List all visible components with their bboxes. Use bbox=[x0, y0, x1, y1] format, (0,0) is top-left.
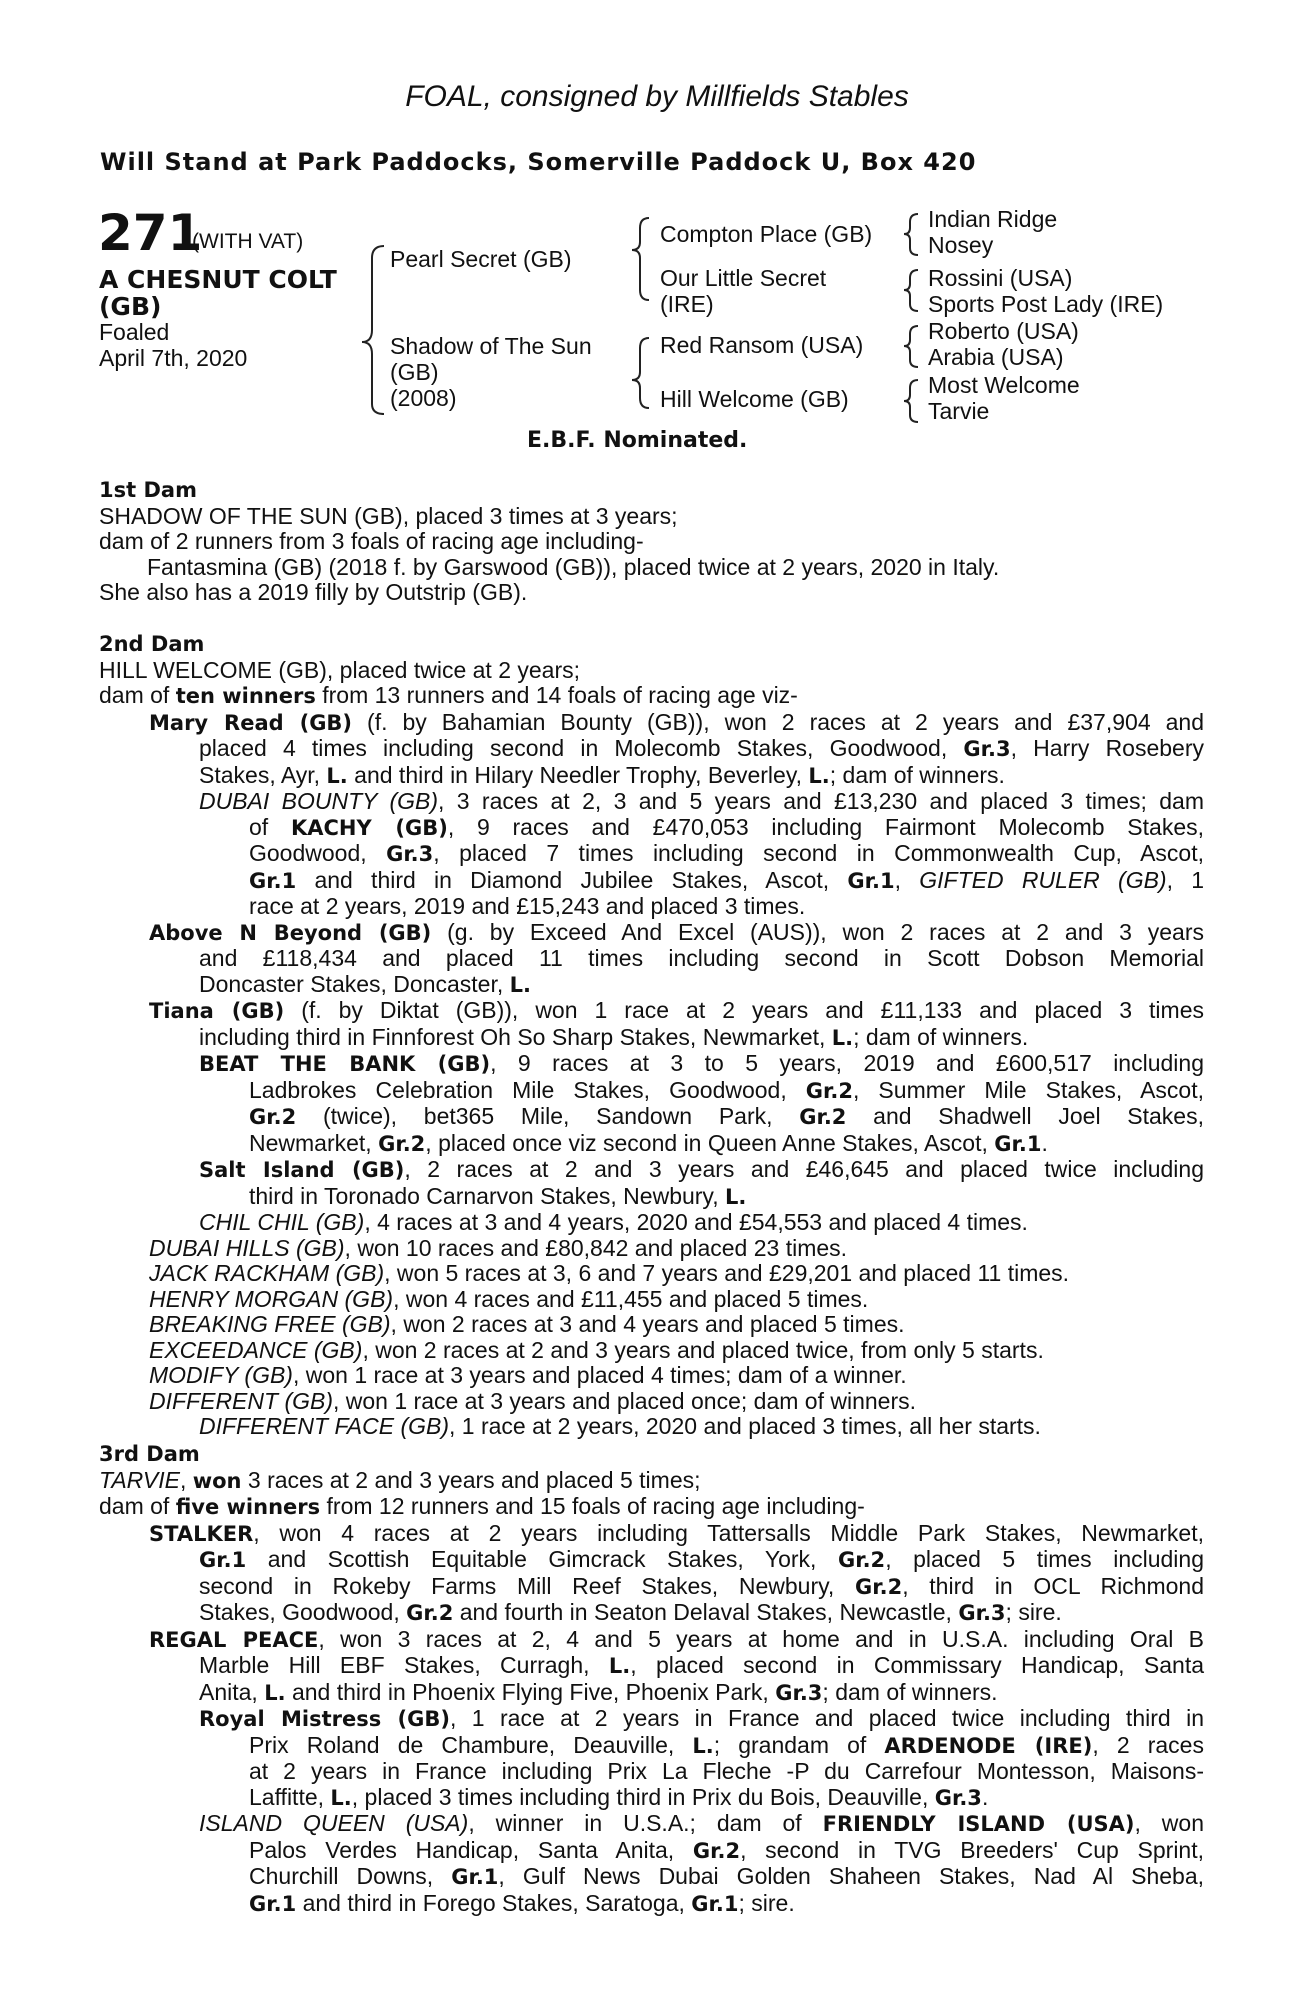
progeny-entry: Tiana (GB) (f. by Diktat (GB)), won 1 race at 2 years and £11,133 and placed 3 times bbox=[149, 997, 1204, 1023]
progeny-entry: Stakes, Goodwood, Gr.2 and fourth in Seaton Delaval Stakes, Newcastle, Gr.3; sire. bbox=[199, 1599, 1062, 1625]
grand-ancestor-8: Tarvie bbox=[928, 398, 990, 424]
foaled-date: April 7th, 2020 bbox=[99, 345, 248, 371]
dam-dam: Hill Welcome (GB) bbox=[660, 386, 849, 412]
progeny-entry: Gr.1 and third in Forego Stakes, Saratoga, Gr.1; sire. bbox=[249, 1889, 795, 1916]
lot-description: A CHESNUT COLT bbox=[99, 265, 337, 294]
foaled-label: Foaled bbox=[99, 319, 170, 345]
progeny-entry: REGAL PEACE, won 3 races at 2, 4 and 5 years at home and in U.S.A. including Oral B bbox=[149, 1625, 1204, 1652]
grand-ancestor-6: Arabia (USA) bbox=[928, 344, 1064, 370]
second-dam-line: dam of ten winners from 13 runners and 14 foals of racing age viz- bbox=[99, 682, 798, 708]
ebf-nominated: E.B.F. Nominated. bbox=[527, 428, 748, 453]
progeny-entry: BEAT THE BANK (GB), 9 races at 3 to 5 years, 2019 and £600,517 including bbox=[199, 1050, 1204, 1076]
progeny-entry: Prix Roland de Chambure, Deauville, L.; grandam of ARDENODE (IRE), 2 races bbox=[249, 1731, 1204, 1758]
progeny-entry: Anita, L. and third in Phoenix Flying Five, Phoenix Park, Gr.3; dam of winners. bbox=[199, 1678, 998, 1705]
sire: Pearl Secret (GB) bbox=[390, 246, 572, 272]
progeny-entry: of KACHY (GB), 9 races and £470,053 including Fairmont Molecomb Stakes, bbox=[249, 813, 1205, 840]
progeny-entry: Newmarket, Gr.2, placed once viz second in Queen Anne Stakes, Ascot, Gr.1. bbox=[249, 1129, 1048, 1156]
progeny-entry: and £118,434 and placed 11 times including second in Scott Dobson Memorial bbox=[199, 945, 1204, 971]
progeny-entry: CHIL CHIL (GB), 4 races at 3 and 4 years, 2020 and £54,553 and placed 4 times. bbox=[199, 1209, 1028, 1235]
third-dam-line: TARVIE, won 3 races at 2 and 3 years and placed 5 times; bbox=[99, 1466, 701, 1493]
progeny-entry: third in Toronado Carnarvon Stakes, Newbury, L. bbox=[249, 1182, 747, 1209]
pedigree-braces bbox=[0, 0, 1314, 460]
progeny-entry: placed 4 times including second in Molecomb Stakes, Goodwood, Gr.3, Harry Rosebery bbox=[199, 735, 1205, 761]
progeny-entry: DIFFERENT (GB), won 1 race at 3 years and placed once; dam of winners. bbox=[149, 1387, 916, 1414]
grand-ancestor-5: Roberto (USA) bbox=[928, 318, 1079, 344]
progeny-entry: DUBAI HILLS (GB), won 10 races and £80,842 and placed 23 times. bbox=[149, 1234, 848, 1261]
page-title: FOAL, consigned by Millfields Stables bbox=[405, 80, 909, 113]
first-dam-heading: 1st Dam bbox=[99, 478, 197, 502]
progeny-entry: Salt Island (GB), 2 races at 2 and 3 years and £46,645 and placed twice including bbox=[199, 1156, 1205, 1182]
stand-location: Will Stand at Park Paddocks, Somerville Paddock U, Box 420 bbox=[100, 148, 977, 176]
grand-ancestor-7: Most Welcome bbox=[928, 372, 1080, 398]
dam: Shadow of The Sun bbox=[390, 333, 592, 359]
third-dam-section bbox=[99, 1442, 1204, 1917]
progeny-entry: Laffitte, L., placed 3 times including third in Prix du Bois, Deauville, Gr.3. bbox=[249, 1783, 989, 1810]
second-dam-heading: 2nd Dam bbox=[99, 632, 205, 656]
sire-dam-origin: (IRE) bbox=[660, 291, 714, 317]
progeny-entry: EXCEEDANCE (GB), won 2 races at 2 and 3 years and placed twice, from only 5 starts. bbox=[149, 1336, 1044, 1363]
progeny-entry: Gr.1 and third in Diamond Jubilee Stakes, Ascot, Gr.1, GIFTED RULER (GB), 1 bbox=[249, 866, 1205, 893]
third-dam-line: dam of five winners from 12 runners and 15 foals of racing age including- bbox=[99, 1493, 865, 1519]
progeny-entry: DIFFERENT FACE (GB), 1 race at 2 years, 2020 and placed 3 times, all her starts. bbox=[199, 1413, 1041, 1439]
dam-origin: (GB) bbox=[390, 359, 439, 385]
progeny-entry: MODIFY (GB), won 1 race at 3 years and placed 4 times; dam of a winner. bbox=[149, 1362, 907, 1388]
third-dam-heading: 3rd Dam bbox=[99, 1442, 200, 1466]
progeny-entry: Stakes, Ayr, L. and third in Hilary Needler Trophy, Beverley, L.; dam of winners. bbox=[199, 761, 1005, 788]
sire-sire: Compton Place (GB) bbox=[660, 221, 873, 247]
progeny-entry: Palos Verdes Handicap, Santa Anita, Gr.2, second in TVG Breeders' Cup Sprint, bbox=[249, 1836, 1204, 1863]
progeny-entry: JACK RACKHAM (GB), won 5 races at 3, 6 and 7 years and £29,201 and placed 11 times. bbox=[149, 1260, 1070, 1286]
progeny-entry: race at 2 years, 2019 and £15,243 and placed 3 times. bbox=[249, 893, 806, 919]
progeny-entry: second in Rokeby Farms Mill Reef Stakes, Newbury, Gr.2, third in OCL Richmond bbox=[199, 1572, 1205, 1599]
lot-number: 271 bbox=[98, 204, 203, 262]
grand-ancestor-4: Sports Post Lady (IRE) bbox=[928, 291, 1164, 317]
progeny-entry: ISLAND QUEEN (USA), winner in U.S.A.; dam of FRIENDLY ISLAND (USA), won bbox=[199, 1810, 1204, 1836]
lot-description-origin: (GB) bbox=[99, 292, 162, 321]
progeny-entry: Mary Read (GB) (f. by Bahamian Bounty (GB)), won 2 races at 2 years and £37,904 and bbox=[149, 708, 1204, 735]
grand-ancestor-1: Indian Ridge bbox=[928, 206, 1058, 232]
grand-ancestor-2: Nosey bbox=[928, 232, 994, 258]
progeny-entry: Royal Mistress (GB), 1 race at 2 years in France and placed twice including third in bbox=[199, 1705, 1204, 1731]
first-dam-section bbox=[99, 478, 1204, 606]
second-dam-section bbox=[99, 632, 1204, 1440]
progeny-entry: HENRY MORGAN (GB), won 4 races and £11,455 and placed 5 times. bbox=[149, 1285, 869, 1312]
second-dam-line: HILL WELCOME (GB), placed twice at 2 years; bbox=[99, 656, 581, 683]
progeny-entry: STALKER, won 4 races at 2 years including Tattersalls Middle Park Stakes, Newmarket, bbox=[149, 1519, 1204, 1546]
vat-note: (WITH VAT) bbox=[192, 230, 304, 253]
progeny-entry: Marble Hill EBF Stakes, Curragh, L., placed second in Commissary Handicap, Santa bbox=[199, 1652, 1204, 1678]
progeny-entry: at 2 years in France including Prix La Fleche -P du Carrefour Montesson, Maisons- bbox=[249, 1758, 1204, 1784]
first-dam-line: She also has a 2019 filly by Outstrip (GB). bbox=[99, 579, 528, 605]
dam-year: (2008) bbox=[390, 385, 457, 411]
progeny-entry: including third in Finnforest Oh So Sharp Stakes, Newmarket, L.; dam of winners. bbox=[199, 1023, 1029, 1050]
progeny-entry: Churchill Downs, Gr.1, Gulf News Dubai Golden Shaheen Stakes, Nad Al Sheba, bbox=[249, 1863, 1205, 1889]
progeny-entry: Doncaster Stakes, Doncaster, L. bbox=[199, 970, 532, 997]
progeny-entry: Above N Beyond (GB) (g. by Exceed And Excel (AUS)), won 2 races at 2 and 3 years bbox=[149, 918, 1204, 945]
first-dam-line: SHADOW OF THE SUN (GB), placed 3 times at 3 years; bbox=[99, 502, 678, 529]
first-dam-line: dam of 2 runners from 3 foals of racing age including- bbox=[99, 528, 644, 554]
progeny-entry: BREAKING FREE (GB), won 2 races at 3 and 4 years and placed 5 times. bbox=[149, 1311, 905, 1337]
progeny-entry: Gr.2 (twice), bet365 Mile, Sandown Park, Gr.2 and Shadwell Joel Stakes, bbox=[249, 1103, 1204, 1129]
grand-ancestor-3: Rossini (USA) bbox=[928, 265, 1073, 291]
sire-dam: Our Little Secret bbox=[660, 265, 827, 291]
first-dam-line: Fantasmina (GB) (2018 f. by Garswood (GB)), placed twice at 2 years, 2020 in Italy. bbox=[147, 553, 1000, 580]
progeny-entry: DUBAI BOUNTY (GB), 3 races at 2, 3 and 5 years and £13,230 and placed 3 times; dam bbox=[199, 788, 1204, 814]
progeny-entry: Gr.1 and Scottish Equitable Gimcrack Stakes, York, Gr.2, placed 5 times including bbox=[199, 1546, 1205, 1572]
dam-sire: Red Ransom (USA) bbox=[660, 332, 864, 358]
progeny-entry: Goodwood, Gr.3, placed 7 times including second in Commonwealth Cup, Ascot, bbox=[249, 840, 1204, 866]
progeny-entry: Ladbrokes Celebration Mile Stakes, Goodwood, Gr.2, Summer Mile Stakes, Ascot, bbox=[249, 1076, 1204, 1103]
